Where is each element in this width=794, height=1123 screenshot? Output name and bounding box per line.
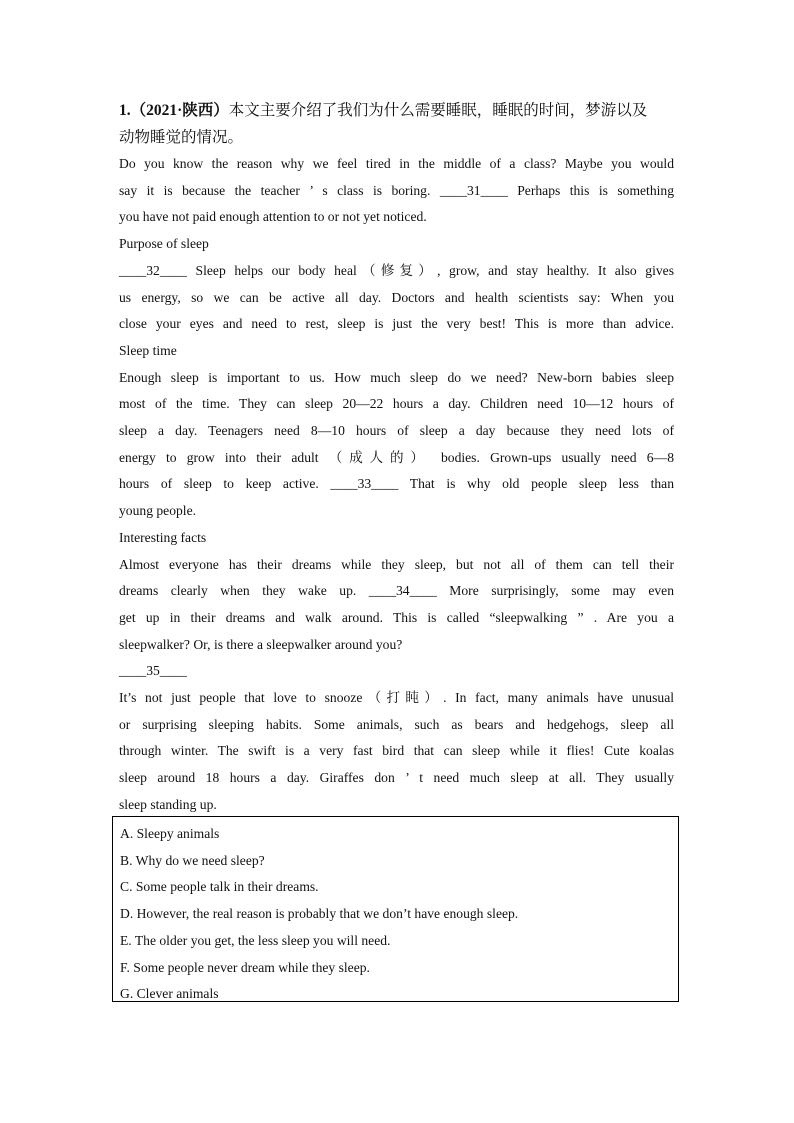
passage-line: get up in their dreams and walk around. This is called “sleepwalking ” . Are you a bbox=[119, 609, 674, 625]
passage-line: sleepwalker? Or, is there a sleepwalker around you? bbox=[119, 636, 403, 652]
passage-line: or surprising sleeping habits. Some animals, such as bears and hedgehogs, sleep all bbox=[119, 716, 674, 732]
passage-line: young people. bbox=[119, 503, 197, 519]
question-number: 1. bbox=[119, 102, 131, 119]
passage-line: sleep a day. Teenagers need 8—10 hours of sleep a day because they need lots of bbox=[119, 423, 674, 439]
passage-line: hours of sleep to keep active. ____33____ That is why old people sleep less than bbox=[119, 476, 674, 492]
option-c: C. Some people talk in their dreams. bbox=[120, 879, 319, 895]
options-box bbox=[112, 816, 679, 1002]
question-summary-cont: 动物睡觉的情况。 bbox=[119, 129, 244, 146]
question-source: （2021·陕西） bbox=[130, 102, 229, 119]
passage-line: Do you know the reason why we feel tired in the middle of a class? Maybe you would bbox=[119, 156, 674, 171]
passage-line: It’s not just people that love to snooze（打盹）. In fact, many animals have unusual bbox=[119, 690, 674, 706]
option-a: A. Sleepy animals bbox=[120, 826, 220, 841]
passage-line: energy to grow into their adult （成人的） bodies. Grown-ups usually need 6—8 bbox=[119, 449, 674, 465]
passage-line: ____32____ Sleep helps our body heal（修复）, grow, and stay healthy. It also gives bbox=[119, 262, 674, 278]
passage-line: say it is because the teacher ’ s class is boring. ____31____ Perhaps this is something bbox=[119, 182, 674, 198]
passage-line: us energy, so we can be active all day. Doctors and health scientists say: When you bbox=[119, 289, 674, 305]
question-summary: 本文主要介绍了我们为什么需要睡眠，睡眠的时间，梦游以及 bbox=[228, 102, 648, 119]
option-b: B. Why do we need sleep? bbox=[120, 852, 265, 868]
option-f: F. Some people never dream while they sleep. bbox=[120, 959, 370, 975]
option-g: G. Clever animals bbox=[120, 986, 219, 1002]
passage-line: through winter. The swift is a very fast bird that can sleep while it flies! Cute koalas bbox=[119, 743, 674, 759]
passage-line: most of the time. They can sleep 20—22 hours a day. Children need 10—12 hours of bbox=[119, 396, 674, 412]
passage-line: sleep around 18 hours a day. Giraffes don ’ t need much sleep at all. They usually bbox=[119, 770, 674, 786]
passage-line: Enough sleep is important to us. How much sleep do we need? New-born babies sleep bbox=[119, 369, 674, 385]
option-e: E. The older you get, the less sleep you will need. bbox=[120, 932, 391, 948]
passage-line: Almost everyone has their dreams while they sleep, but not all of them can tell their bbox=[119, 556, 674, 572]
blank-35-heading: ____35____ bbox=[119, 663, 187, 679]
option-d: D. However, the real reason is probably that we don’t have enough sleep. bbox=[120, 906, 519, 922]
passage-line: sleep standing up. bbox=[119, 796, 217, 812]
section-heading: Purpose of sleep bbox=[119, 236, 209, 252]
question-page bbox=[119, 97, 674, 819]
passage-line: dreams clearly when they wake up. ____34____ More surprisingly, some may even bbox=[119, 583, 674, 599]
passage-line: you have not paid enough attention to or not yet noticed. bbox=[119, 209, 427, 225]
section-heading: Sleep time bbox=[119, 342, 177, 358]
section-heading: Interesting facts bbox=[119, 529, 207, 545]
passage-line: close your eyes and need to rest, sleep is just the very best! This is more than advice. bbox=[119, 316, 674, 332]
question-title bbox=[119, 97, 674, 124]
